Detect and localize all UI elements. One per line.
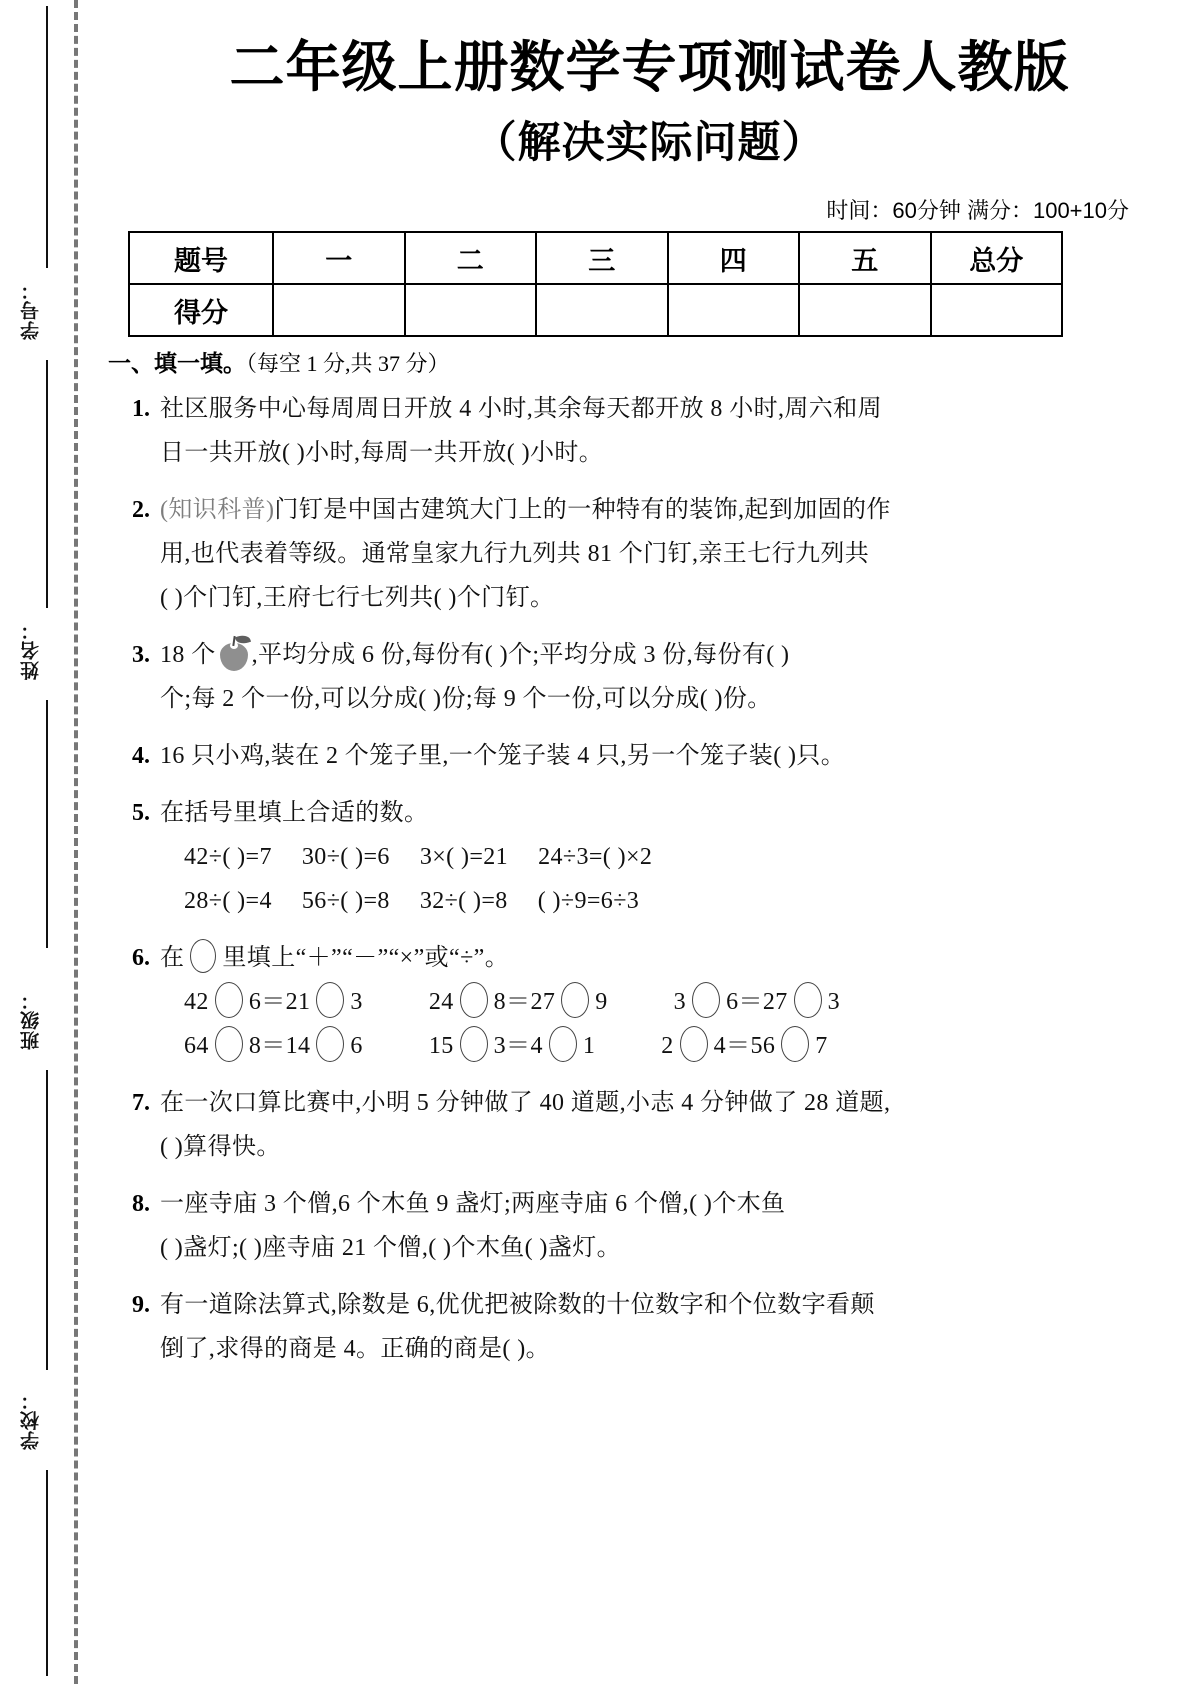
score-table-header-6: 总分 — [931, 232, 1063, 284]
question-6-body — [160, 936, 1191, 1068]
question-1-number: 1. — [132, 396, 150, 423]
question-3 — [108, 626, 1191, 727]
q5-eq-6: 56÷( )=8 — [301, 888, 390, 915]
question-7-line-2: ( )算得快。 — [160, 1134, 281, 1161]
q6-eq-3-b: 6＝27 — [726, 989, 788, 1016]
operator-circle-icon[interactable] — [781, 1026, 809, 1062]
question-3-number: 3. — [132, 642, 150, 669]
margin-label-name: 姓名： — [21, 620, 42, 680]
question-6-prompt-b: 里填上“＋”“－”“×”或“÷”。 — [222, 945, 510, 972]
margin-label-class: 班级： — [21, 990, 42, 1050]
section-heading — [108, 345, 1191, 378]
question-8-line-2: ( )盏灯;( )座寺庙 21 个僧,( )个木鱼( )盏灯。 — [160, 1235, 622, 1262]
q6-eq-4-b: 8＝14 — [248, 1033, 311, 1060]
section-title: 填一填。 — [154, 350, 246, 377]
page-title: 二年级上册数学专项测试卷人教版 — [229, 36, 1070, 98]
operator-circle-icon[interactable] — [316, 1026, 344, 1062]
q6-eq-6-a: 2 — [661, 1033, 674, 1060]
question-2-line-2: 用,也代表着等级。通常皇家九行九列共 81 个门钉,亲王七行九列共 — [160, 541, 870, 568]
page-subtitle: （解决实际问题） — [473, 119, 826, 168]
q6-eq-4 — [184, 1033, 363, 1059]
operator-circle-icon[interactable] — [692, 982, 720, 1018]
q6-eq-6-b: 4＝56 — [713, 1033, 776, 1060]
question-7 — [108, 1074, 1191, 1175]
q6-eq-5 — [429, 1033, 595, 1059]
q6-eq-5-a: 15 — [428, 1033, 454, 1060]
score-table-header-1: 一 — [273, 232, 405, 284]
knowledge-tag: (知识科普) — [160, 497, 275, 524]
score-cell-2[interactable] — [405, 284, 537, 336]
q6-eq-3 — [674, 989, 840, 1015]
q5-eq-5: 28÷( )=4 — [184, 888, 272, 915]
question-1-line-1: 社区服务中心每周周日开放 4 小时,其余每天都开放 8 小时,周六和周 — [160, 396, 882, 423]
exam-meta-info: 时间：60分钟 满分：100+10分 — [826, 198, 1129, 224]
question-4 — [108, 727, 1191, 784]
question-3-line-1 — [160, 633, 1191, 677]
score-table-header-5: 五 — [799, 232, 931, 284]
score-cell-5[interactable] — [799, 284, 931, 336]
score-table-header-0: 题号 — [129, 232, 273, 284]
q6-eq-6-c: 7 — [815, 1033, 828, 1060]
question-5-number: 5. — [132, 800, 150, 827]
question-3-body — [160, 633, 1191, 721]
question-2-line-3: ( )个门钉,王府七行七列共( )个门钉。 — [160, 585, 555, 612]
operator-circle-icon[interactable] — [561, 982, 589, 1018]
q5-eq-3: 3×( )=21 — [419, 844, 509, 871]
operator-circle-icon[interactable] — [215, 982, 243, 1018]
score-table-header-4: 四 — [668, 232, 800, 284]
q6-eq-1-c: 3 — [350, 989, 363, 1016]
question-5-body — [160, 791, 1191, 923]
section-note: （每空 1 分,共 37 分） — [246, 351, 450, 377]
question-2 — [108, 481, 1191, 626]
question-4-line-1: 16 只小鸡,装在 2 个笼子里,一个笼子装 4 只,另一个笼子装( )只。 — [160, 743, 846, 770]
q6-eq-4-a: 64 — [184, 1033, 209, 1060]
question-5-equation-row-2 — [160, 879, 1191, 923]
operator-circle-icon[interactable] — [460, 1026, 488, 1062]
question-6-equation-row-2 — [160, 1024, 1191, 1068]
question-4-body — [160, 734, 1191, 778]
question-4-number: 4. — [132, 743, 150, 770]
dashed-cut-line — [74, 0, 78, 1684]
question-3-text-a: 18 个 — [160, 642, 216, 669]
question-6-equation-row-1 — [160, 980, 1191, 1024]
seal-line-segment-3 — [46, 700, 48, 948]
q6-eq-2 — [429, 989, 608, 1015]
question-2-number: 2. — [132, 497, 150, 524]
left-margin-seal-line — [0, 0, 108, 1684]
q5-eq-8: ( )÷9=6÷3 — [537, 888, 640, 915]
question-3-line-2: 个;每 2 个一份,可以分成( )份;每 9 个一份,可以分成( )份。 — [160, 686, 772, 713]
question-6-number: 6. — [132, 945, 150, 972]
operator-circle-icon[interactable] — [190, 939, 216, 973]
q5-eq-2: 30÷( )=6 — [301, 844, 390, 871]
score-table — [128, 231, 1063, 337]
score-cell-3[interactable] — [536, 284, 668, 336]
table-row-scores — [129, 284, 1062, 336]
q6-eq-5-b: 3＝4 — [493, 1033, 543, 1060]
q5-eq-4: 24÷3=( )×2 — [538, 844, 653, 871]
seal-line-segment-1 — [46, 6, 48, 268]
question-9-body — [160, 1283, 1191, 1371]
operator-circle-icon[interactable] — [460, 982, 488, 1018]
score-cell-1[interactable] — [273, 284, 405, 336]
question-7-line-1: 在一次口算比赛中,小明 5 分钟做了 40 道题,小志 4 分钟做了 28 道题, — [160, 1090, 891, 1117]
seal-line-segment-5 — [46, 1470, 48, 1676]
q6-eq-2-b: 8＝27 — [493, 989, 556, 1016]
question-2-line-1 — [160, 488, 1191, 532]
question-8-number: 8. — [132, 1191, 150, 1218]
question-7-number: 7. — [132, 1090, 150, 1117]
question-1-line-2: 日一共开放( )小时,每周一共开放( )小时。 — [160, 440, 604, 467]
score-table-row-label: 得分 — [129, 284, 273, 336]
operator-circle-icon[interactable] — [316, 982, 344, 1018]
table-row-headers — [129, 232, 1062, 284]
question-9-line-1: 有一道除法算式,除数是 6,优优把被除数的十位数字和个位数字看颠 — [160, 1292, 875, 1319]
question-8 — [108, 1175, 1191, 1276]
question-6-prompt — [160, 936, 1191, 980]
question-9-line-2: 倒了,求得的商是 4。正确的商是( )。 — [160, 1336, 550, 1363]
q6-eq-6 — [661, 1033, 827, 1059]
q6-eq-4-c: 6 — [350, 1033, 363, 1060]
question-3-text-b: ,平均分成 6 份,每份有( )个;平均分成 3 份,每份有( ) — [251, 642, 790, 669]
q6-eq-2-c: 9 — [595, 989, 608, 1016]
q6-eq-3-c: 3 — [827, 989, 841, 1016]
section-index: 一、 — [108, 350, 154, 377]
score-cell-4[interactable] — [668, 284, 800, 336]
operator-circle-icon[interactable] — [549, 1026, 577, 1062]
margin-label-school: 学校： — [21, 1390, 42, 1450]
question-6 — [108, 929, 1191, 1074]
seal-line-segment-2 — [46, 360, 48, 608]
apple-icon — [217, 634, 251, 672]
operator-circle-icon[interactable] — [794, 982, 822, 1018]
question-7-body — [160, 1081, 1191, 1169]
question-5-equation-row-1 — [160, 835, 1191, 879]
q6-eq-3-a: 3 — [673, 989, 687, 1016]
q6-eq-1-b: 6＝21 — [248, 989, 311, 1016]
question-2-body — [160, 488, 1191, 620]
q5-eq-7: 32÷( )=8 — [419, 888, 508, 915]
question-8-body — [160, 1182, 1191, 1270]
question-8-line-1: 一座寺庙 3 个僧,6 个木鱼 9 盏灯;两座寺庙 6 个僧,( )个木鱼 — [160, 1191, 786, 1218]
question-6-prompt-a: 在 — [160, 945, 185, 972]
question-1 — [108, 380, 1191, 481]
score-table-header-3: 三 — [536, 232, 668, 284]
margin-label-student-id: 学号： — [21, 280, 42, 340]
seal-line-segment-4 — [46, 1070, 48, 1370]
operator-circle-icon[interactable] — [680, 1026, 708, 1062]
q6-eq-1 — [184, 989, 363, 1015]
q5-eq-1: 42÷( )=7 — [184, 844, 272, 871]
question-1-body — [160, 387, 1191, 475]
exam-page — [108, 0, 1191, 1684]
q6-eq-5-c: 1 — [582, 1033, 596, 1060]
question-2-line-1-text: 门钉是中国古建筑大门上的一种特有的装饰,起到加固的作 — [274, 497, 891, 524]
question-5 — [108, 784, 1191, 929]
question-list — [108, 380, 1191, 1377]
question-9-number: 9. — [132, 1292, 150, 1319]
operator-circle-icon[interactable] — [215, 1026, 243, 1062]
q6-eq-1-a: 42 — [184, 989, 209, 1016]
question-5-prompt: 在括号里填上合适的数。 — [160, 800, 429, 827]
score-table-header-2: 二 — [405, 232, 537, 284]
score-cell-total[interactable] — [931, 284, 1063, 336]
q6-eq-2-a: 24 — [428, 989, 454, 1016]
question-9 — [108, 1276, 1191, 1377]
